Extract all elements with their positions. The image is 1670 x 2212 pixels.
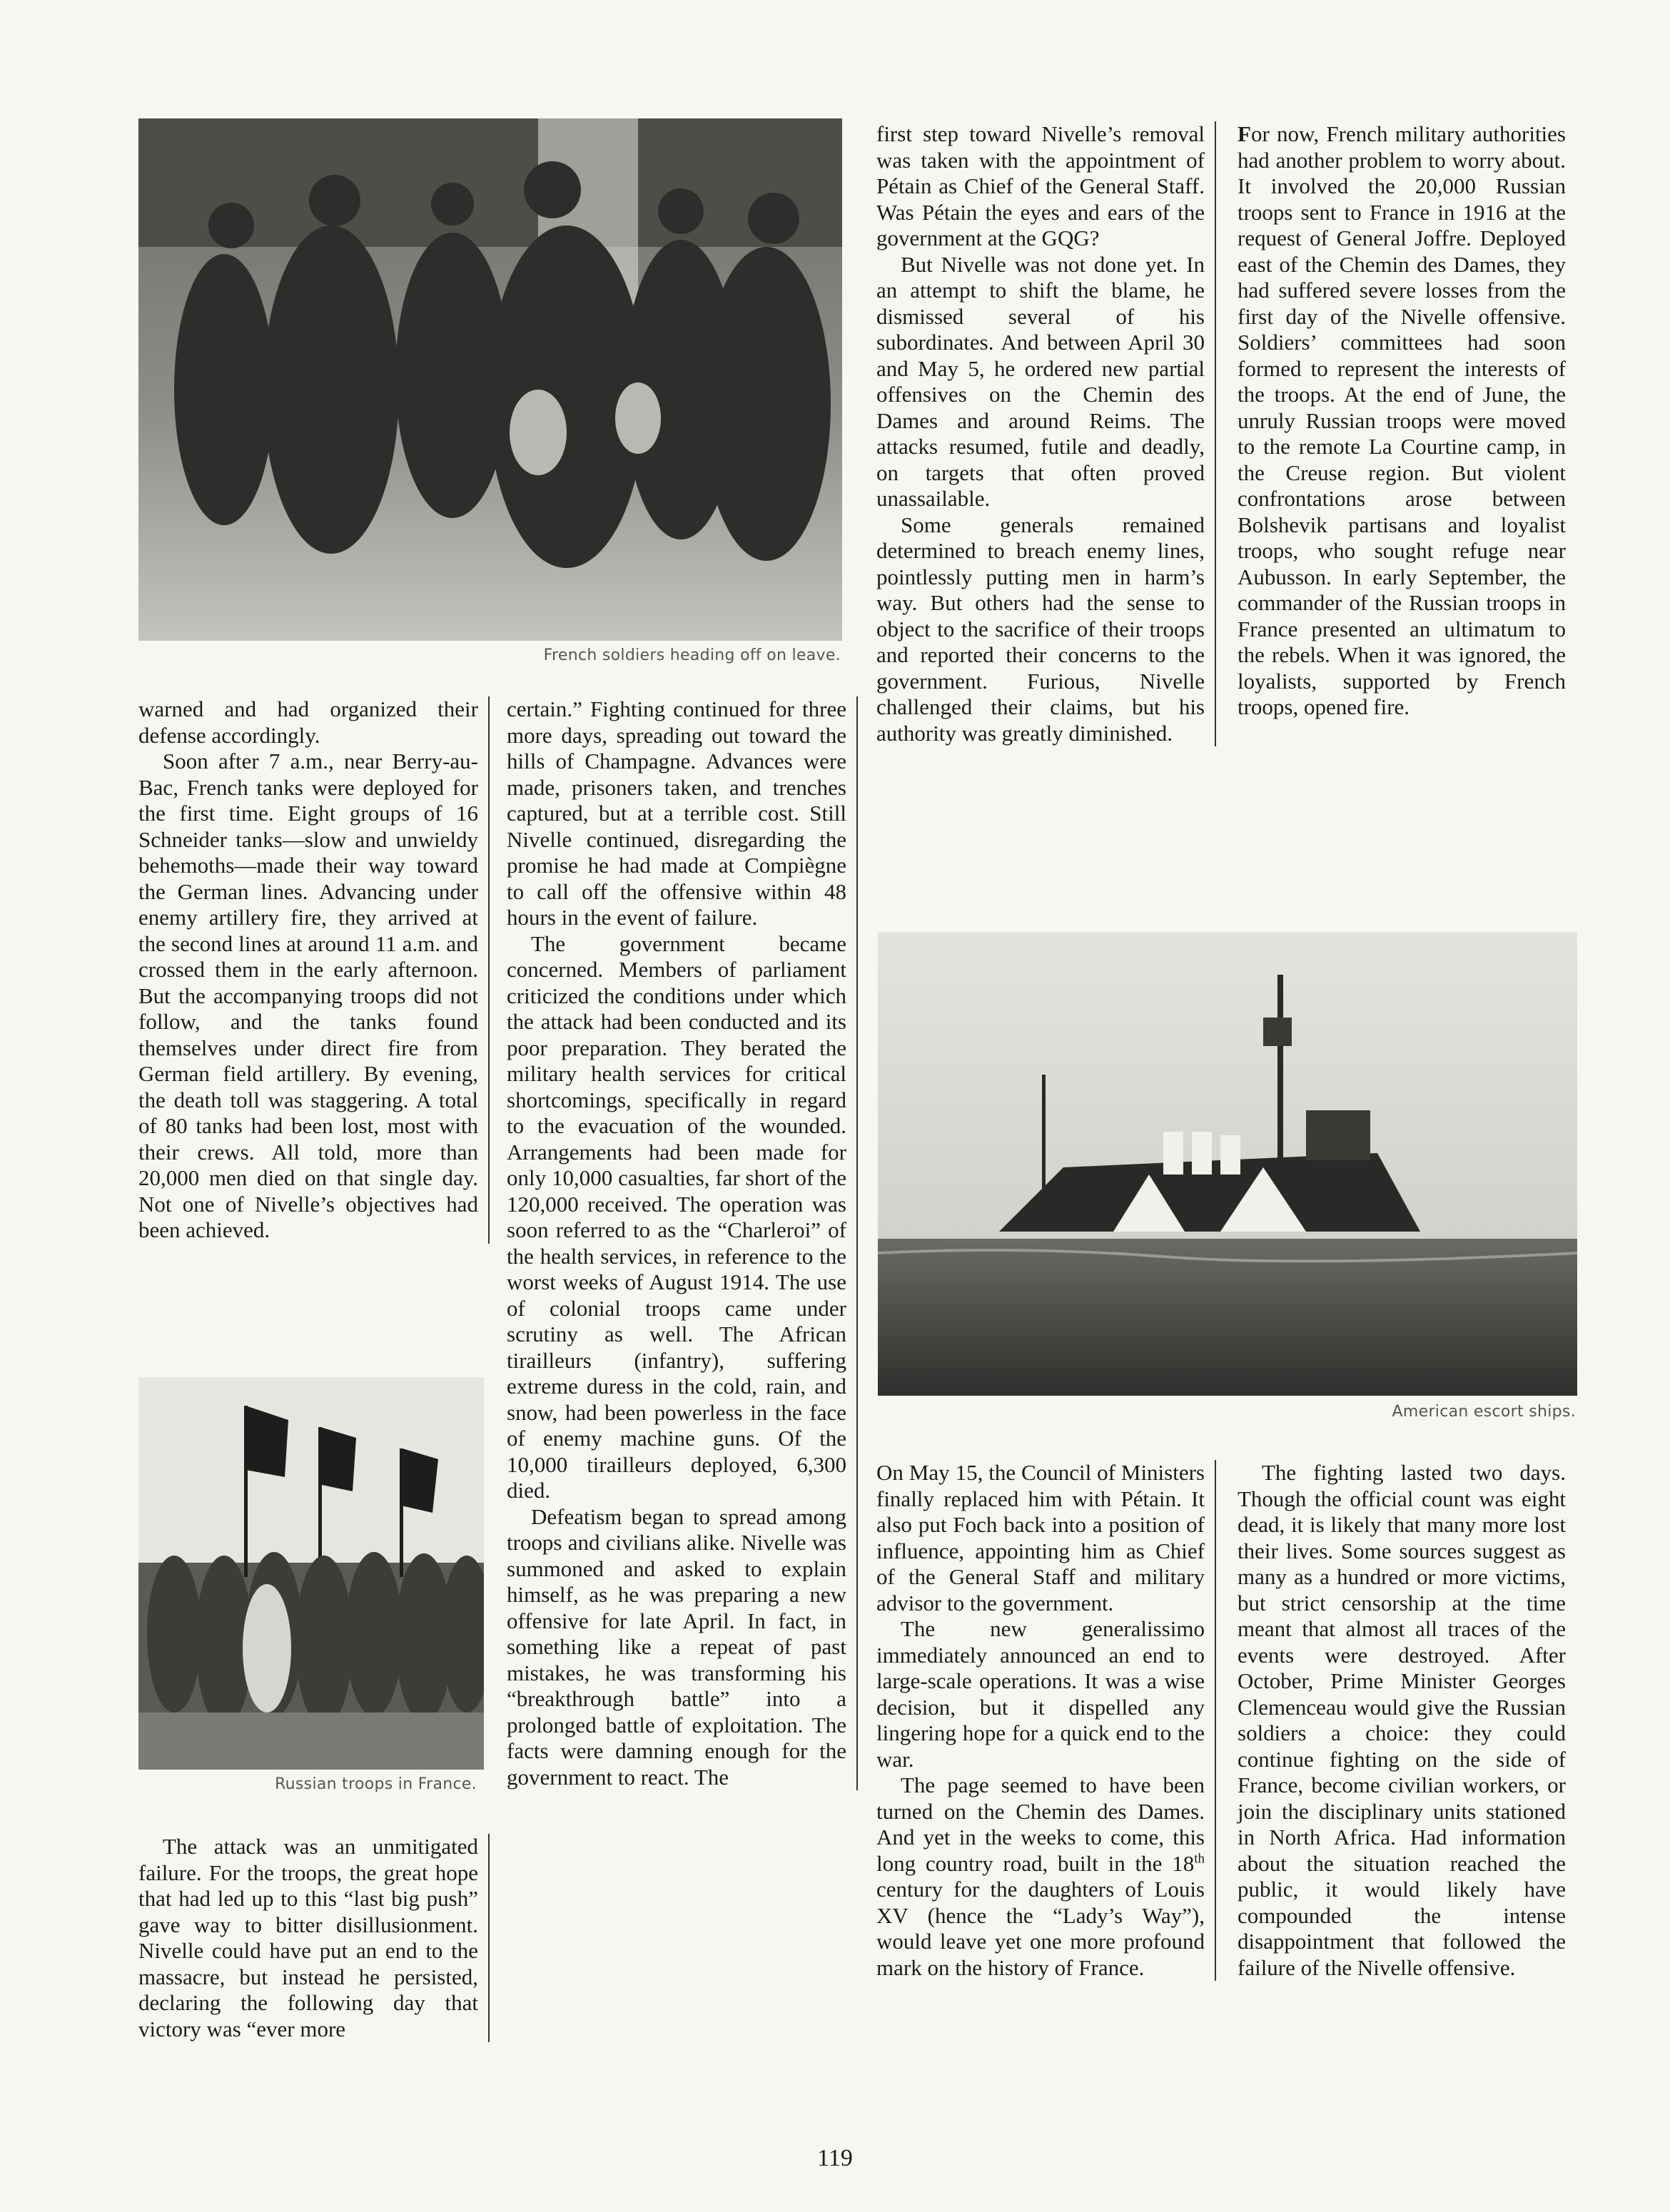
paragraph-text: century for the daughters of Louis XV (hence the “Lady’s Way”), would leave yet one more profound mark on the history of France. [876,1877,1205,1980]
paragraph [1238,121,1566,721]
ordinal-suffix: th [1194,1851,1205,1867]
column-3-top [876,121,1216,746]
paragraph [876,1772,1205,1981]
paragraph: Some generals remained determined to breach enemy lines, pointlessly putting men in harm’s way. But others had the sense to object to the sacrifice of their troops and reported their concerns to the government. Furious, Nivelle challenged their claims, but his authority was greatly diminished. [876,512,1205,746]
paragraph: The fighting lasted two days. Though the official count was eight dead, it is likely that many more lost their lives. Some sources suggest as many as a hundred or more victims, but strict censorship at the time meant that almost all traces of the events were destroyed. After October, Prime Minister Georges Clemenceau would give the Russian soldiers a choice: they could continue fighting on the side of France, become civilian workers, or join the disciplinary units stationed in North Africa. Had information about the situation reached the public, it would likely have compounded the intense disappointment that followed the failure of the Nivelle offensive. [1238,1460,1566,1980]
russian-troops-illustration [138,1377,484,1770]
photo-escort-ships [878,932,1577,1396]
paragraph: The attack was an unmitigated failure. For the troops, the great hope that had led up to this “last big push” gave way to bitter disillusionment. Nivelle could have put an end to the massacre, but instead he persisted, declaring the following day that victory was “ever more [138,1834,478,2041]
ship-illustration [878,932,1577,1396]
caption-escort-ships: American escort ships. [1392,1403,1576,1421]
column-4-bottom [1238,1460,1566,1981]
paragraph: On May 15, the Council of Ministers finally replaced him with Pétain. It also put Foch back into a position of influence, appointing him as Chief of the General Staff and military advisor to the government. [876,1460,1205,1615]
caption-russian-troops: Russian troops in France. [275,1775,477,1793]
photo-french-soldiers [138,118,842,641]
photo-russian-troops [138,1377,484,1770]
paragraph: certain.” Fighting continued for three more days, spreading out toward the hills of Champagne. Advances were made, prisoners taken, and trenches captured, but at a terrible cost. Still Nivelle continued, disregarding the promise he had made at Compiègne to call off the offensive within 48 hours in the event of failure. [507,696,846,930]
paragraph: warned and had organized their defense accordingly. [138,696,478,748]
column-2 [507,696,858,1790]
paragraph: The government became concerned. Members of parliament criticized the conditions under which the attack had been conducted and its poor preparation. They berated the military health services for critical shortcomings, specifically in regard to the evacuation of the wounded. Arrangements had been made for only 10,000 casualties, far short of the 120,000 received. The operation was soon referred to as the “Charleroi” of the health services, in reference to the worst weeks of August 1914. The use of colonial troops came under scrutiny as well. The African tirailleurs (infantry), suffering extreme duress in the cold, rain, and snow, had been powerless in the face of enemy machine guns. Of the 10,000 tirailleurs deployed, 6,300 died. [507,930,846,1503]
caption-french-soldiers: French soldiers heading off on leave. [543,646,841,664]
column-1-bottom [138,1834,490,2042]
page-number: 119 [817,2145,853,2171]
paragraph: first step toward Nivelle’s removal was taken with the appointment of Pétain as Chief of the General Staff. Was Pétain the eyes and ears of the government at the GQG? [876,121,1205,250]
paragraph-text: or now, French military authorities had another problem to worry about. It involved the 20,000 Russian troops sent to France in 1916 at the request of General Joffre. Deployed east of the Chemin des Dames, they had suffered severe losses from the first day of the Nivelle offensive. Soldiers’ committees had soon formed to represent the interests of the troops. At the end of June, the unruly Russian troops were moved to the remote La Courtine camp, in the Creuse region. But violent confrontations arose between Bolshevik partisans and loyalist troops, who sought refuge near Aubusson. In early September, the commander of the Russian troops in France presented an ultimatum to the rebels. When it was ignored, the loyalists, supported by French troops, opened fire. [1238,121,1566,719]
paragraph: The new generalissimo immediately announced an end to large-scale operations. It was a wise decision, but it dispelled any lingering hope for a quick end to the war. [876,1616,1205,1772]
column-3-bottom [876,1460,1216,1981]
column-1-top [138,696,490,1244]
paragraph: Defeatism began to spread among troops and civilians alike. Nivelle was summoned and asked to explain himself, as he was preparing a new offensive for late April. In fact, in something like a repeat of past mistakes, he was transforming his “breakthrough battle” into a prolonged battle of exploitation. The facts were damning enough for the government to react. The [507,1503,846,1790]
column-4-top [1238,121,1566,721]
drop-cap: F [1238,121,1251,146]
soldiers-illustration [138,118,842,641]
paragraph-text: The page seemed to have been turned on the Chemin des Dames. And yet in the weeks to come, this long country road, built in the 18 [876,1772,1205,1876]
paragraph: Soon after 7 a.m., near Berry-au-Bac, French tanks were deployed for the first time. Eight groups of 16 Schneider tanks—slow and unwieldy behemoths—made their way toward the German lines. Advancing under enemy artillery fire, they arrived at the second lines at around 11 a.m. and crossed them in the early afternoon. But the accompanying troops did not follow, and the tanks found themselves under direct fire from German field artillery. By evening, the death toll was staggering. A total of 80 tanks had been lost, most with their crews. All told, more than 20,000 men died on that single day. Not one of Nivelle’s objectives had been achieved. [138,749,478,1242]
paragraph: But Nivelle was not done yet. In an attempt to shift the blame, he dismissed several of his subordinates. And between April 30 and May 5, he ordered new partial offensives on the Chemin des Dames and around Reims. The attacks resumed, futile and deadly, on targets that often proved unassailable. [876,251,1205,511]
